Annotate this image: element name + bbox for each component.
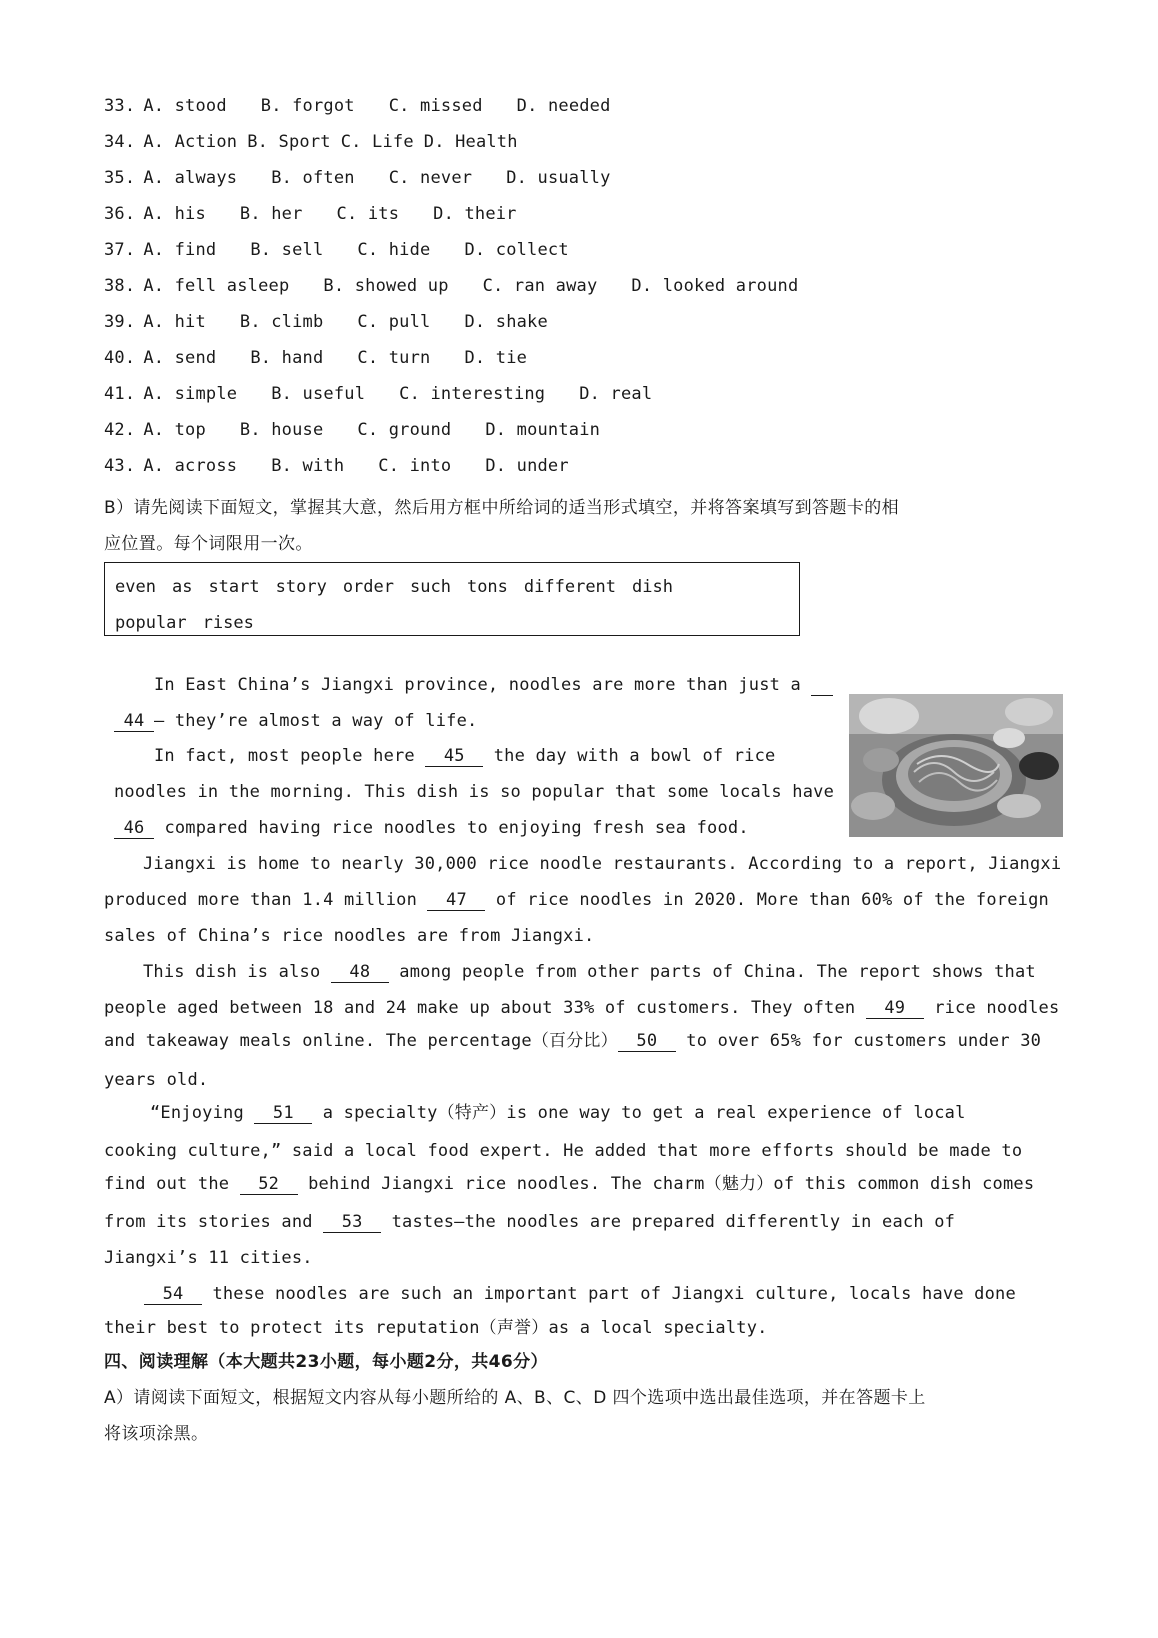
option-choice: A. always <box>143 168 238 188</box>
option-line-40 <box>104 348 561 368</box>
option-choice: C. hide <box>357 240 431 260</box>
word-box-word: dish <box>632 577 673 597</box>
question-number: 41. <box>104 384 136 404</box>
question-number: 33. <box>104 96 136 116</box>
word-box-word: different <box>523 577 617 597</box>
option-line-38 <box>104 276 832 296</box>
passage-line-3: In fact, most people here 45 the day with a bowl of rice <box>154 746 776 766</box>
question-number: 40. <box>104 348 136 368</box>
passage-line-11: and takeaway meals online. The percentage（百分比） 50 to over 65% for customers under 30 <box>104 1031 1042 1051</box>
word-box-word: such <box>410 577 451 597</box>
passage-line-10: people aged between 18 and 24 make up about 33% of customers. They often 49 rice noodles <box>104 998 1060 1018</box>
blank-44-lead <box>811 676 833 696</box>
rice-noodles-photo <box>849 694 1063 837</box>
option-choice: C. missed <box>388 96 483 116</box>
section-4-instruction-2: 将该项涂黑。 <box>104 1424 209 1444</box>
blank-50: 50 <box>618 1032 676 1052</box>
blank-52: 52 <box>240 1175 298 1195</box>
word-box-word: story <box>275 577 327 597</box>
blank-45: 45 <box>425 747 483 767</box>
blank-51: 51 <box>254 1104 312 1124</box>
passage-line-5: 46 compared having rice noodles to enjoying fresh sea food. <box>114 818 749 839</box>
option-choice: C. never <box>388 168 473 188</box>
option-choice: D. shake <box>464 312 548 332</box>
word-box <box>104 562 800 636</box>
option-choice: A. stood <box>143 96 227 116</box>
word-box-word: start <box>208 577 260 597</box>
option-choice: D. Health <box>423 132 518 152</box>
word-box-row-2 <box>115 613 270 633</box>
option-line-34 <box>104 132 528 152</box>
blank-46: 46 <box>114 819 154 839</box>
option-line-43 <box>104 456 603 476</box>
option-line-42 <box>104 420 634 440</box>
option-choice: C. ground <box>357 420 452 440</box>
passage-line-6: Jiangxi is home to nearly 30,000 rice noodle restaurants. According to a report, Jiangxi <box>143 854 1062 874</box>
question-number: 34. <box>104 132 136 152</box>
option-choice: B. useful <box>271 384 366 404</box>
option-choice: A. simple <box>143 384 238 404</box>
passage-line-8: sales of China’s rice noodles are from Jiangxi. <box>104 926 595 946</box>
option-choice: B. forgot <box>260 96 355 116</box>
word-box-word: even <box>115 577 156 597</box>
option-choice: D. tie <box>464 348 528 368</box>
word-box-word: rises <box>202 613 254 633</box>
section-b-instruction-2: 应位置。每个词限用一次。 <box>104 534 313 554</box>
blank-54: 54 <box>144 1285 202 1305</box>
option-choice: B. her <box>239 204 303 224</box>
option-line-36 <box>104 204 551 224</box>
option-choice: D. mountain <box>485 420 601 440</box>
option-choice: B. Sport <box>247 132 331 152</box>
option-line-39 <box>104 312 582 332</box>
option-choice: D. their <box>433 204 517 224</box>
question-number: 43. <box>104 456 136 476</box>
option-choice: A. Action <box>143 132 238 152</box>
passage-line-13: “Enjoying 51 a specialty（特产）is one way to get a real experience of local <box>150 1103 966 1123</box>
question-number: 36. <box>104 204 136 224</box>
option-choice: A. fell asleep <box>143 276 290 296</box>
option-choice: A. hit <box>143 312 206 332</box>
option-choice: A. his <box>143 204 206 224</box>
option-choice: C. pull <box>357 312 431 332</box>
question-number: 37. <box>104 240 136 260</box>
option-line-41 <box>104 384 686 404</box>
passage-line-12: years old. <box>104 1070 209 1090</box>
question-number: 38. <box>104 276 136 296</box>
word-box-word: tons <box>466 577 508 597</box>
question-number: 39. <box>104 312 136 332</box>
option-choice: D. looked around <box>631 276 799 296</box>
option-choice: B. hand <box>250 348 324 368</box>
word-box-word: popular <box>115 613 187 633</box>
word-box-row-1 <box>115 577 689 597</box>
option-choice: B. sell <box>250 240 324 260</box>
section-4-instruction-1: A）请阅读下面短文，根据短文内容从每小题所给的 A、B、C、D 四个选项中选出最佳选项，并在答题卡上 <box>104 1388 926 1408</box>
option-choice: B. often <box>271 168 355 188</box>
passage-line-2: 44 — they’re almost a way of life. <box>114 711 477 732</box>
passage-line-18: 54 these noodles are such an important part of Jiangxi culture, locals have done <box>144 1284 1016 1305</box>
section-b-instruction-1: B）请先阅读下面短文，掌握其大意，然后用方框中所给词的适当形式填空，并将答案填写到答题卡的相 <box>104 498 900 518</box>
option-choice: A. find <box>143 240 217 260</box>
section-4-heading: 四、阅读理解（本大题共23小题，每小题2分，共46分） <box>104 1352 548 1372</box>
option-choice: A. send <box>143 348 217 368</box>
option-choice: C. turn <box>357 348 431 368</box>
question-number: 35. <box>104 168 136 188</box>
blank-47: 47 <box>427 891 485 911</box>
option-choice: C. its <box>336 204 400 224</box>
option-choice: D. collect <box>464 240 569 260</box>
passage-line-4: noodles in the morning. This dish is so popular that some locals have <box>114 782 835 802</box>
word-box-word: as <box>171 577 193 597</box>
option-choice: B. with <box>271 456 345 476</box>
blank-49: 49 <box>866 999 924 1019</box>
option-choice: D. usually <box>506 168 611 188</box>
passage-line-14: cooking culture,” said a local food expert. He added that more efforts should be made to <box>104 1141 1023 1161</box>
option-choice: A. across <box>143 456 238 476</box>
word-box-word: order <box>342 577 394 597</box>
blank-44: 44 <box>114 712 154 732</box>
option-line-35 <box>104 168 645 188</box>
question-number: 42. <box>104 420 136 440</box>
passage-line-16: from its stories and 53 tastes—the noodles are prepared differently in each of <box>104 1212 956 1232</box>
option-line-33 <box>104 96 645 116</box>
option-choice: B. house <box>239 420 324 440</box>
blank-53: 53 <box>323 1213 381 1233</box>
option-choice: C. ran away <box>482 276 598 296</box>
option-choice: D. needed <box>516 96 611 116</box>
passage-line-17: Jiangxi’s 11 cities. <box>104 1248 313 1268</box>
option-choice: A. top <box>143 420 206 440</box>
option-line-37 <box>104 240 603 260</box>
option-choice: D. real <box>579 384 653 404</box>
passage-line-7: produced more than 1.4 million 47 of rice noodles in 2020. More than 60% of the foreign <box>104 890 1049 910</box>
passage-line-9: This dish is also 48 among people from other parts of China. The report shows that <box>143 962 1036 982</box>
blank-48: 48 <box>331 963 389 983</box>
option-choice: B. climb <box>239 312 324 332</box>
option-choice: D. under <box>485 456 569 476</box>
passage-line-1: In East China’s Jiangxi province, noodles are more than just a <box>154 675 833 696</box>
noodles-image-icon <box>849 694 1063 837</box>
passage-line-19: their best to protect its reputation（声誉）as a local specialty. <box>104 1318 768 1338</box>
option-choice: C. Life <box>340 132 414 152</box>
option-choice: C. interesting <box>399 384 546 404</box>
option-choice: C. into <box>378 456 452 476</box>
option-choice: B. showed up <box>323 276 449 296</box>
passage-line-15: find out the 52 behind Jiangxi rice noodles. The charm（魅力）of this common dish comes <box>104 1174 1035 1194</box>
